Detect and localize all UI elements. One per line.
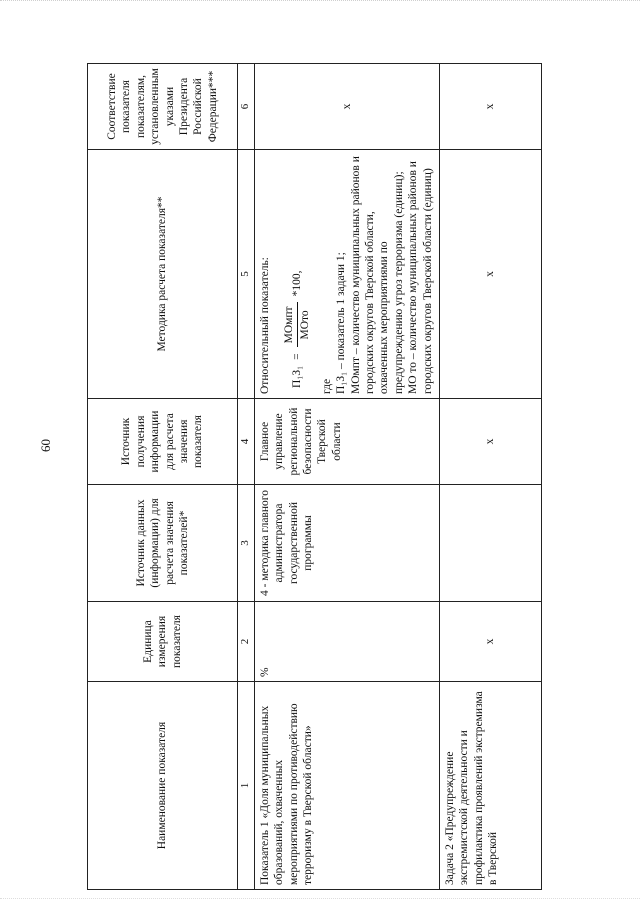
indicator-unit: % [254,602,439,682]
task-unit: х [439,602,541,682]
table-row [439,64,541,890]
rotated-table-sheet [87,64,542,890]
header-info-source: Источник получения информации для расчета значения показателя [88,399,238,485]
task-compliance: х [439,64,541,150]
column-number: 2 [238,602,255,682]
column-number-row [238,64,255,890]
task-name: Задача 2 «Предупреждение экстремистской деятельности и профилактика проявлений экстремизма в Тверской [439,682,541,890]
column-number: 4 [238,399,255,485]
formula-fraction [282,302,312,347]
task-data-source [439,485,541,602]
header-method: Методика расчета показателя** [88,150,238,399]
column-number: 1 [238,682,255,890]
method-line: МОмпт – количество муниципальных районов и городских округов Тверской области, охваченных мероприятиями по предупреждению угроз терроризма (единиц); [349,156,405,394]
method-intro: Относительный показатель: [258,257,271,394]
indicators-table [87,63,542,890]
formula-numerator: МОмпт [282,302,297,347]
indicator-method [254,150,439,399]
formula-left: П₁З₁ [290,365,303,388]
indicator-compliance: х [254,64,439,150]
header-data-source: Источник данных (информации) для расчета значения показателей* [88,485,238,602]
column-number: 5 [238,150,255,399]
table-row [254,64,439,890]
formula-denominator: МОто [298,310,311,340]
method-where: где [320,378,333,394]
formula-tail: *100, [290,270,303,297]
header-compliance: Соответствие показателя показателям, установленным указами Президента Российской Федерации*** [88,64,238,150]
formula-equals: = [290,353,303,360]
scan-edge [0,0,640,7]
column-number: 3 [238,485,255,602]
task-info-source: х [439,399,541,485]
method-line: МО то – количество муниципальных районов и городских округов Тверской области (единиц) [407,161,434,394]
indicator-name: Показатель 1 «Доля муниципальных образований, охваченных мероприятиями по противодействию терроризму в Тверской области» [254,682,439,890]
method-line: П₁З₁ – показатель 1 задачи 1; [335,252,348,394]
indicator-data-source: 4 - методика главного администратора государственной программы [254,485,439,602]
header-row [88,64,238,890]
page-number: 60 [38,439,53,452]
scan-edge-bottom [0,898,640,902]
method-formula [282,154,312,388]
header-name: Наименование показателя [88,682,238,890]
header-unit: Единица измерения показателя [88,602,238,682]
indicator-info-source: Главное управление региональной безопасности Тверской области [254,399,439,485]
column-number: 6 [238,64,255,150]
task-method: х [439,150,541,399]
